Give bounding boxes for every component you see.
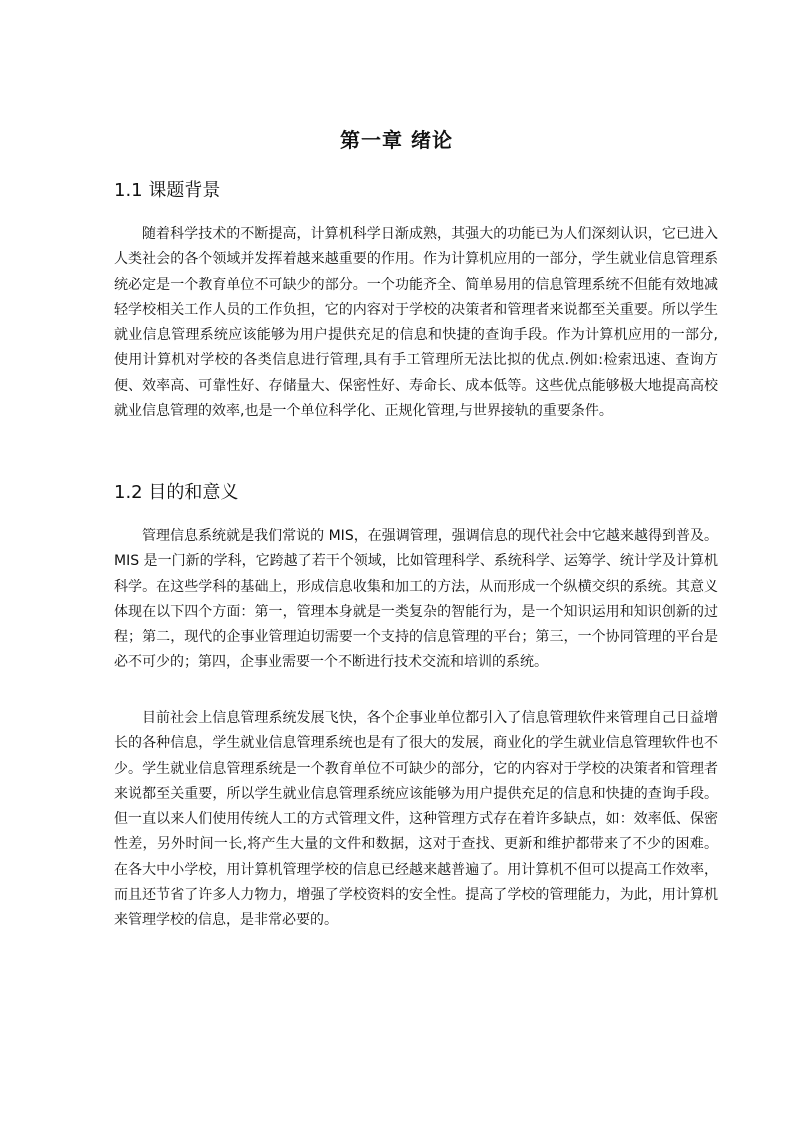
chapter-title: 第一章 绪论 <box>340 128 453 152</box>
section-heading-background: 1.1 课题背景 <box>114 180 221 201</box>
paragraph-purpose-2: 目前社会上信息管理系统发展飞快，各个企事业单位都引入了信息管理软件来管理自己日益增长的各种信息，学生就业信息管理系统也是有了很大的发展，商业化的学生就业信息管理软件也不少。学生就业信息管理系统是一个教育单位不可缺少的部分，它的内容对于学校的决策者和管理者来说都至关重要，所以学生就业信息管理系统应该能够为用户提供充足的信息和快捷的查询手段。但一直以来人们使用传统人工的方式管理文件，这种管理方式存在着许多缺点，如：效率低、保密性差，另外时间一长,将产生大量的文件和数据，这对于查找、更新和维护都带来了不少的困难。在各大中小学校，用计算机管理学校的信息已经越来越普遍了。用计算机不但可以提高工作效率，而且还节省了许多人力物力，增强了学校资料的安全性。提高了学校的管理能力，为此，用计算机来管理学校的信息，是非常必要的。 <box>114 710 718 929</box>
section-heading-purpose: 1.2 目的和意义 <box>114 482 239 503</box>
paragraph-purpose-1: 管理信息系统就是我们常说的 MIS，在强调管理，强调信息的现代社会中它越来越得到普及。MIS 是一门新的学科，它跨越了若干个领域，比如管理科学、系统科学、运筹学、统计学及计算机科学。在这些学科的基础上，形成信息收集和加工的方法，从而形成一个纵横交织的系统。其意义体现在以下四个方面：第一，管理本身就是一类复杂的智能行为，是一个知识运用和知识创新的过程；第二，现代的企事业管理迫切需要一个支持的信息管理的平台；第三，一个协同管理的平台是必不可少的；第四，企事业需要一个不断进行技术交流和培训的系统。 <box>114 528 718 671</box>
paragraph-background: 随着科学技术的不断提高，计算机科学日渐成熟，其强大的功能已为人们深刻认识，它已进入人类社会的各个领域并发挥着越来越重要的作用。作为计算机应用的一部分，学生就业信息管理系统必定是一个教育单位不可缺少的部分。一个功能齐全、简单易用的信息管理系统不但能有效地减轻学校相关工作人员的工作负担，它的内容对于学校的决策者和管理者来说都至关重要。所以学生就业信息管理系统应该能够为用户提供充足的信息和快捷的查询手段。作为计算机应用的一部分,使用计算机对学校的各类信息进行管理,具有手工管理所无法比拟的优点.例如:检索迅速、查询方便、效率高、可靠性好、存储量大、保密性好、寿命长、成本低等。这些优点能够极大地提高高校就业信息管理的效率,也是一个单位科学化、正规化管理,与世界接轨的重要条件。 <box>114 226 718 420</box>
